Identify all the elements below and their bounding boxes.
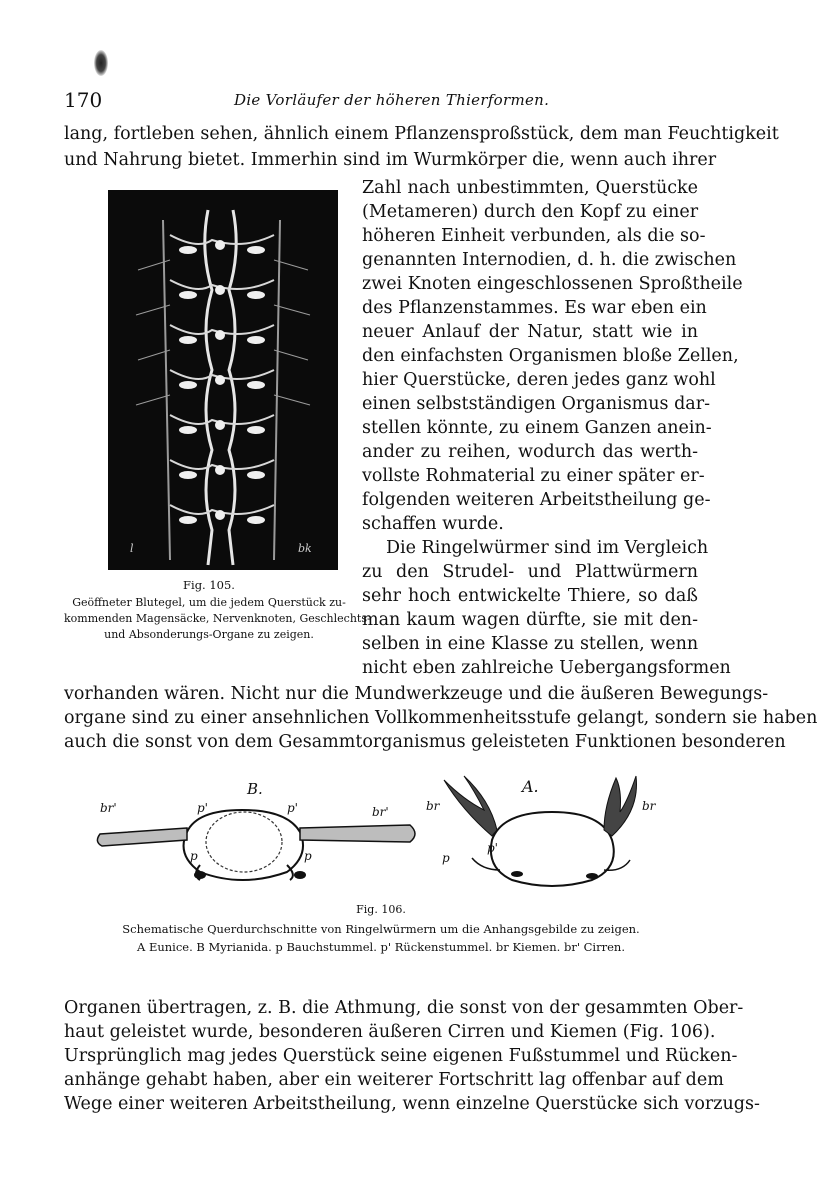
- text-line: haut geleistet wurde, besonderen äußeren Cirren und Kiemen (Fig. 106).: [64, 1022, 716, 1042]
- label-A: A.: [522, 777, 539, 796]
- label-p-A: p: [442, 851, 450, 865]
- text-line: vorhanden wären. Nicht nur die Mundwerkzeuge und die äußeren Bewegungs-: [64, 684, 769, 704]
- text-line: einen selbstständigen Organismus dar-: [362, 394, 710, 414]
- fig105-caption-line: Geöffneter Blutegel, um die jedem Querstück zu-: [72, 596, 346, 609]
- text-line: sehr hoch entwickelte Thiere, so daß: [362, 586, 698, 606]
- text-line: den einfachsten Organismen bloße Zellen,: [362, 346, 739, 366]
- figure-105-leech: [108, 190, 338, 570]
- text-line: ander zu reihen, wodurch das werth-: [362, 442, 698, 462]
- text-line: man kaum wagen dürfte, sie mit den-: [362, 610, 698, 630]
- running-title: Die Vorläufer der höheren Thierformen.: [234, 91, 550, 109]
- label-p-right: p: [304, 849, 312, 863]
- label-p-prime-left: p': [197, 801, 208, 815]
- label-p-left: p: [190, 849, 198, 863]
- text-line: und Nahrung bietet. Immerhin sind im Wurmkörper die, wenn auch ihrer: [64, 150, 717, 170]
- text-line: Die Ringelwürmer sind im Vergleich: [386, 538, 709, 558]
- text-line: organe sind zu einer ansehnlichen Vollkommenheitsstufe gelangt, sondern sie haben: [64, 708, 817, 728]
- ink-smudge: [94, 50, 108, 76]
- text-line: anhänge gehabt haben, aber ein weiterer Fortschritt lag offenbar auf dem: [64, 1070, 724, 1090]
- text-line: des Pflanzenstammes. Es war eben ein: [362, 298, 707, 318]
- fig105-caption-line: und Absonderungs-Organe zu zeigen.: [104, 628, 314, 641]
- label-br-left: br: [426, 799, 440, 813]
- label-br-prime-left: br': [100, 801, 117, 815]
- text-line: zu den Strudel- und Plattwürmern: [362, 562, 698, 582]
- text-line: Organen übertragen, z. B. die Athmung, die sonst von der gesammten Ober-: [64, 998, 744, 1018]
- text-line: Ursprünglich mag jedes Querstück seine eigenen Fußstummel und Rücken-: [64, 1046, 738, 1066]
- fig105-label-right: bk: [298, 542, 312, 555]
- text-line: selben in eine Klasse zu stellen, wenn: [362, 634, 699, 654]
- text-line: stellen könnte, zu einem Ganzen anein-: [362, 418, 712, 438]
- text-line: Wege einer weiteren Arbeitstheilung, wenn einzelne Querstücke sich vorzugs-: [64, 1094, 760, 1114]
- fig105-label-left: l: [130, 542, 134, 555]
- text-line: (Metameren) durch den Kopf zu einer: [362, 202, 699, 222]
- label-p-prime-right: p': [287, 801, 298, 815]
- fig106-caption-line: Schematische Querdurchschnitte von Ringelwürmern um die Anhangsgebilde zu zeigen.: [122, 922, 640, 936]
- text-line: höheren Einheit verbunden, als die so-: [362, 226, 706, 246]
- label-p-prime-A: p': [487, 841, 498, 855]
- fig105-title: Fig. 105.: [183, 578, 235, 592]
- leech-illustration: [108, 190, 338, 570]
- fig106-number: Fig. 106.: [356, 903, 406, 916]
- figure-106-cross-sections: [92, 770, 656, 900]
- label-br-prime-right: br': [372, 805, 389, 819]
- page-header: [64, 88, 698, 112]
- text-line: folgenden weiteren Arbeitstheilung ge-: [362, 490, 711, 510]
- label-B: B.: [247, 780, 263, 798]
- text-line: Zahl nach unbestimmten, Querstücke: [362, 178, 698, 198]
- fig105-caption-line: kommenden Magensäcke, Nervenknoten, Geschlechts-: [64, 612, 371, 625]
- label-br-right: br: [642, 799, 656, 813]
- text-line: hier Querstücke, deren jedes ganz wohl: [362, 370, 716, 390]
- page-number: 170: [64, 88, 103, 112]
- text-line: neuer Anlauf der Natur, statt wie in: [362, 322, 698, 342]
- text-line: genannten Internodien, d. h. die zwischen: [362, 250, 737, 270]
- text-line: vollste Rohmaterial zu einer später er-: [362, 466, 705, 486]
- text-line: auch die sonst von dem Gesammtorganismus geleisteten Funktionen besonderen: [64, 732, 786, 752]
- text-line: nicht eben zahlreiche Uebergangsformen: [362, 658, 731, 678]
- fig106-caption-line: A Eunice. B Myrianida. p Bauchstummel. p' Rückenstummel. br Kiemen. br' Cirren.: [137, 940, 625, 954]
- text-line: schaffen wurde.: [362, 514, 504, 534]
- cross-sections-diagram: [92, 770, 656, 900]
- text-line: zwei Knoten eingeschlossenen Sproßtheile: [362, 274, 743, 294]
- text-line: lang, fortleben sehen, ähnlich einem Pflanzensproßstück, dem man Feuchtigkeit: [64, 124, 779, 144]
